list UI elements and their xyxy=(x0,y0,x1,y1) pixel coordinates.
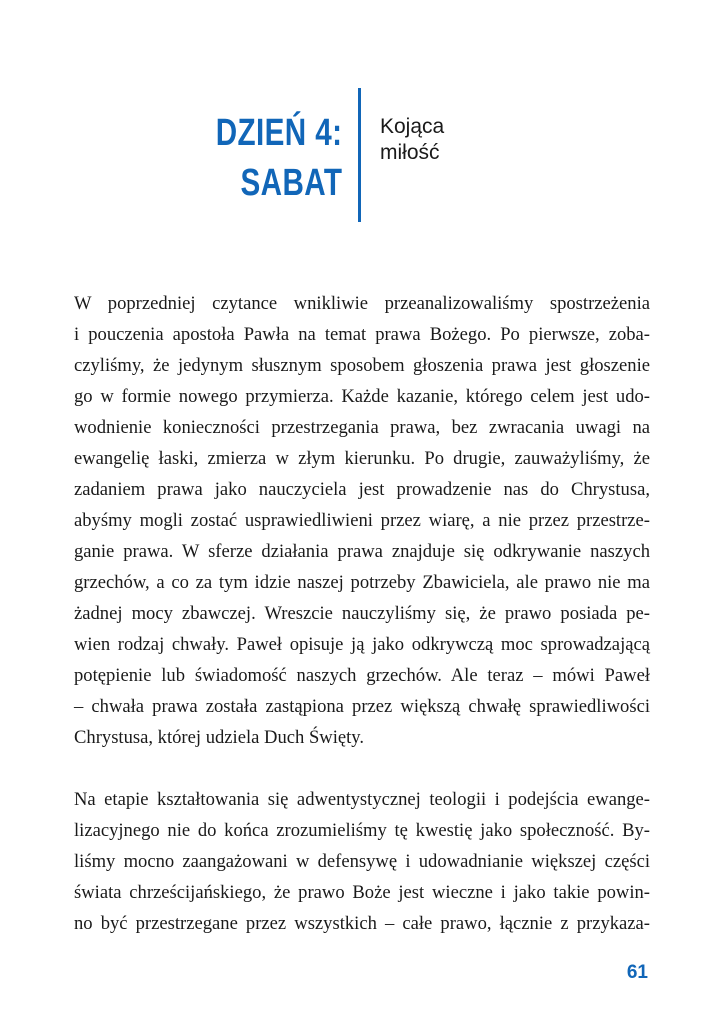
text-line: Na etapie kształtowania się adwentystycznej teologii i podejścia ewange- xyxy=(74,789,650,810)
text-line: ganie prawa. W sferze działania prawa znajduje się odkrywanie naszych xyxy=(74,541,650,562)
text-line: go w formie nowego przymierza. Każde kazanie, którego celem jest udo- xyxy=(74,386,650,407)
text-line: Chrystusa, której udziela Duch Święty. xyxy=(74,727,365,748)
text-line: no być przestrzegane przez wszystkich – całe prawo, łącznie z przykaza- xyxy=(74,913,650,934)
text-line: potępienie lub świadomość naszych grzechów. Ale teraz – mówi Paweł xyxy=(74,665,650,686)
paragraph-1 xyxy=(74,288,650,753)
text-line: wien rodzaj chwały. Paweł opisuje ją jako odkrywczą moc sprowadzającą xyxy=(74,634,650,655)
page-number: 61 xyxy=(626,962,648,983)
text-line: świata chrześcijańskiego, że prawo Boże jest wieczne i jako takie powin- xyxy=(74,882,650,903)
text-line: lizacyjnego nie do końca zrozumieliśmy tę kwestię jako społeczność. By- xyxy=(74,820,650,841)
text-line: żadnej mocy zbawczej. Wreszcie nauczyliśmy się, że prawo posiada pe- xyxy=(74,603,650,624)
chapter-header xyxy=(0,0,722,230)
chapter-title xyxy=(215,108,342,208)
chapter-title-line-1: DZIEŃ 4: xyxy=(215,112,342,154)
text-line: – chwała prawa została zastąpiona przez większą chwałę sprawiedliwości xyxy=(74,696,650,717)
text-line: ewangelię łaski, zmierza w złym kierunku. Po drugie, zauważyliśmy, że xyxy=(74,448,650,469)
text-line: abyśmy mogli zostać usprawiedliwieni przez wiarę, a nie przez przestrze- xyxy=(74,510,650,531)
chapter-title-line-2: SABAT xyxy=(240,162,342,204)
text-line: W poprzedniej czytance wnikliwie przeanalizowaliśmy spostrzeżenia xyxy=(74,293,650,314)
text-line: i pouczenia apostoła Pawła na temat prawa Bożego. Po pierwsze, zoba- xyxy=(74,324,650,345)
chapter-subtitle-line-2: miłość xyxy=(380,141,440,164)
body-text xyxy=(74,288,650,970)
text-line: grzechów, a co za tym idzie naszej potrzeby Zbawiciela, ale prawo nie ma xyxy=(74,572,650,593)
text-line: zadaniem prawa jako nauczyciela jest prowadzenie nas do Chrystusa, xyxy=(74,479,650,500)
chapter-subtitle-line-1: Kojąca xyxy=(380,115,445,138)
text-line: liśmy mocno zaangażowani w defensywę i udowadnianie większej części xyxy=(74,851,650,872)
chapter-subtitle xyxy=(380,114,444,166)
text-line: wodnienie konieczności przestrzegania prawa, bez zwracania uwagi na xyxy=(74,417,650,438)
text-line: czyliśmy, że jedynym słusznym sposobem głoszenia prawa jest głoszenie xyxy=(74,355,650,376)
header-divider xyxy=(358,88,361,222)
paragraph-2 xyxy=(74,784,650,939)
